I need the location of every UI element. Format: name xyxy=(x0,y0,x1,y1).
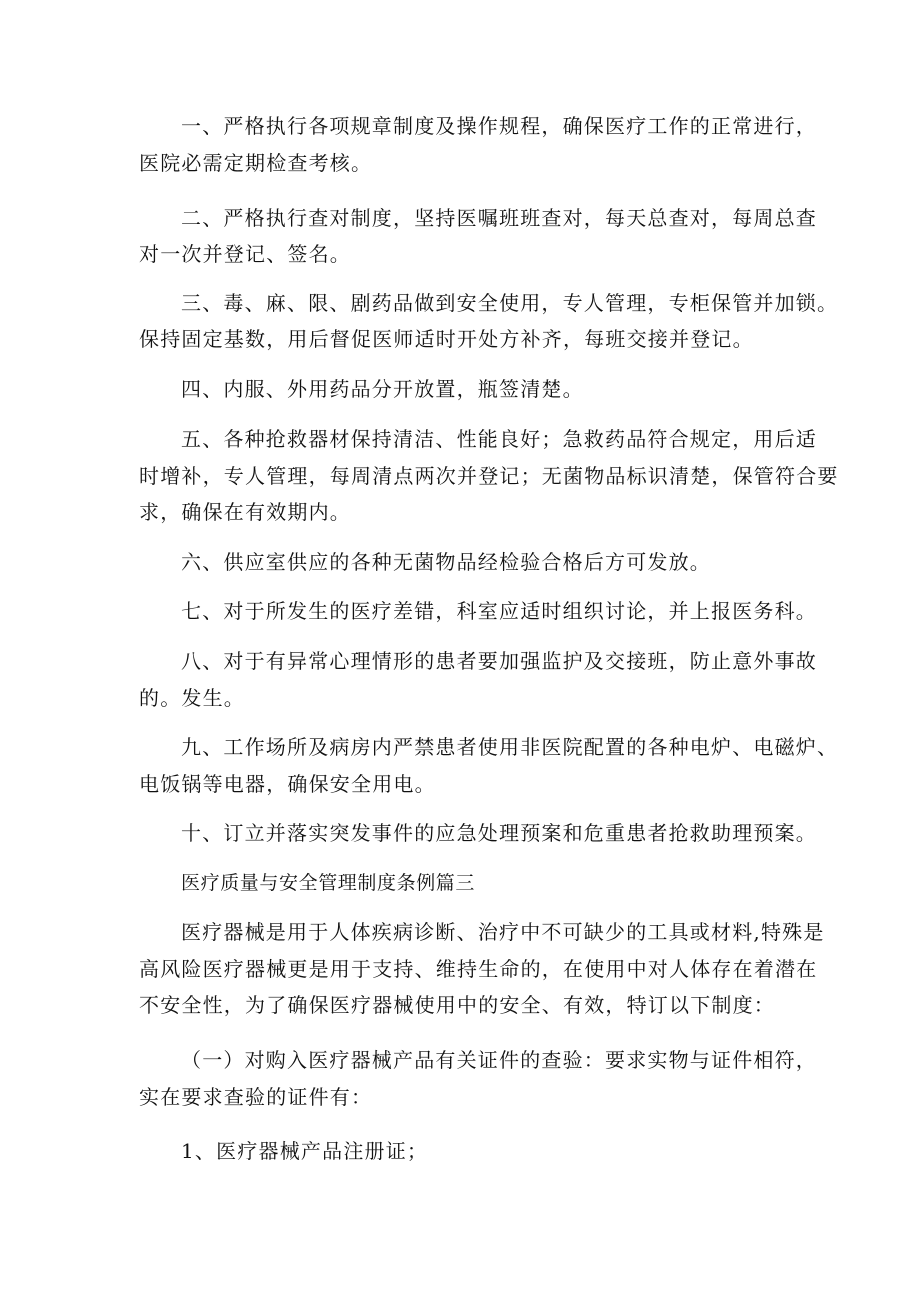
item-5-line-1: 五、各种抢救器材保持清洁、性能良好；急救药品符合规定，用后适 xyxy=(181,427,817,451)
intro-line-1: 医疗器械是用于人体疾病诊断、治疗中不可缺少的工具或材料,特殊是 xyxy=(181,920,825,944)
item-4-line-1: 四、内服、外用药品分开放置，瓶签清楚。 xyxy=(181,377,584,401)
item-6-line-1: 六、供应室供应的各种无菌物品经检验合格后方可发放。 xyxy=(181,550,711,574)
list-item-1: 1、医疗器械产品注册证； xyxy=(181,1139,429,1163)
item-7-line-1: 七、对于所发生的医疗差错，科室应适时组织讨论，并上报医务科。 xyxy=(181,599,817,623)
intro-line-2: 高风险医疗器械更是用于支持、维持生命的，在使用中对人体存在着潜在 xyxy=(139,957,818,981)
item-3-line-1: 三、毒、麻、限、剧药品做到安全使用，专人管理，专柜保管并加锁。 xyxy=(181,291,839,315)
intro-line-3: 不安全性，为了确保医疗器械使用中的安全、有效，特订以下制度： xyxy=(139,993,775,1017)
item-5-line-2: 时增补，专人管理，每周清点两次并登记；无菌物品标识清楚，保管符合要 xyxy=(139,464,839,488)
item-10-line-1: 十、订立并落实突发事件的应急处理预案和危重患者抢救助理预案。 xyxy=(181,821,817,845)
subsection-line-2: 实在要求查验的证件有： xyxy=(139,1085,373,1109)
subsection-line-1: （一）对购入医疗器械产品有关证件的查验：要求实物与证件相符， xyxy=(181,1048,817,1072)
item-1-line-2: 医院必需定期检查考核。 xyxy=(139,151,373,175)
item-2-line-1: 二、严格执行查对制度，坚持医嘱班班查对，每天总查对，每周总查 xyxy=(181,206,817,230)
item-9-line-1: 九、工作场所及病房内严禁患者使用非医院配置的各种电炉、电磁炉、 xyxy=(181,735,839,759)
item-9-line-2: 电饭锅等电器，确保安全用电。 xyxy=(139,772,436,796)
item-3-line-2: 保持固定基数，用后督促医师适时开处方补齐，每班交接并登记。 xyxy=(139,327,754,351)
item-5-line-3: 求，确保在有效期内。 xyxy=(139,500,351,524)
item-2-line-2: 对一次并登记、签名。 xyxy=(139,242,351,266)
section-title: 医疗质量与安全管理制度条例篇三 xyxy=(181,872,476,894)
item-8-line-2: 的。发生。 xyxy=(139,686,245,710)
item-8-line-1: 八、对于有异常心理情形的患者要加强监护及交接班，防止意外事故 xyxy=(181,649,817,673)
item-1-line-1: 一、严格执行各项规章制度及操作规程，确保医疗工作的正常进行， xyxy=(181,114,817,138)
